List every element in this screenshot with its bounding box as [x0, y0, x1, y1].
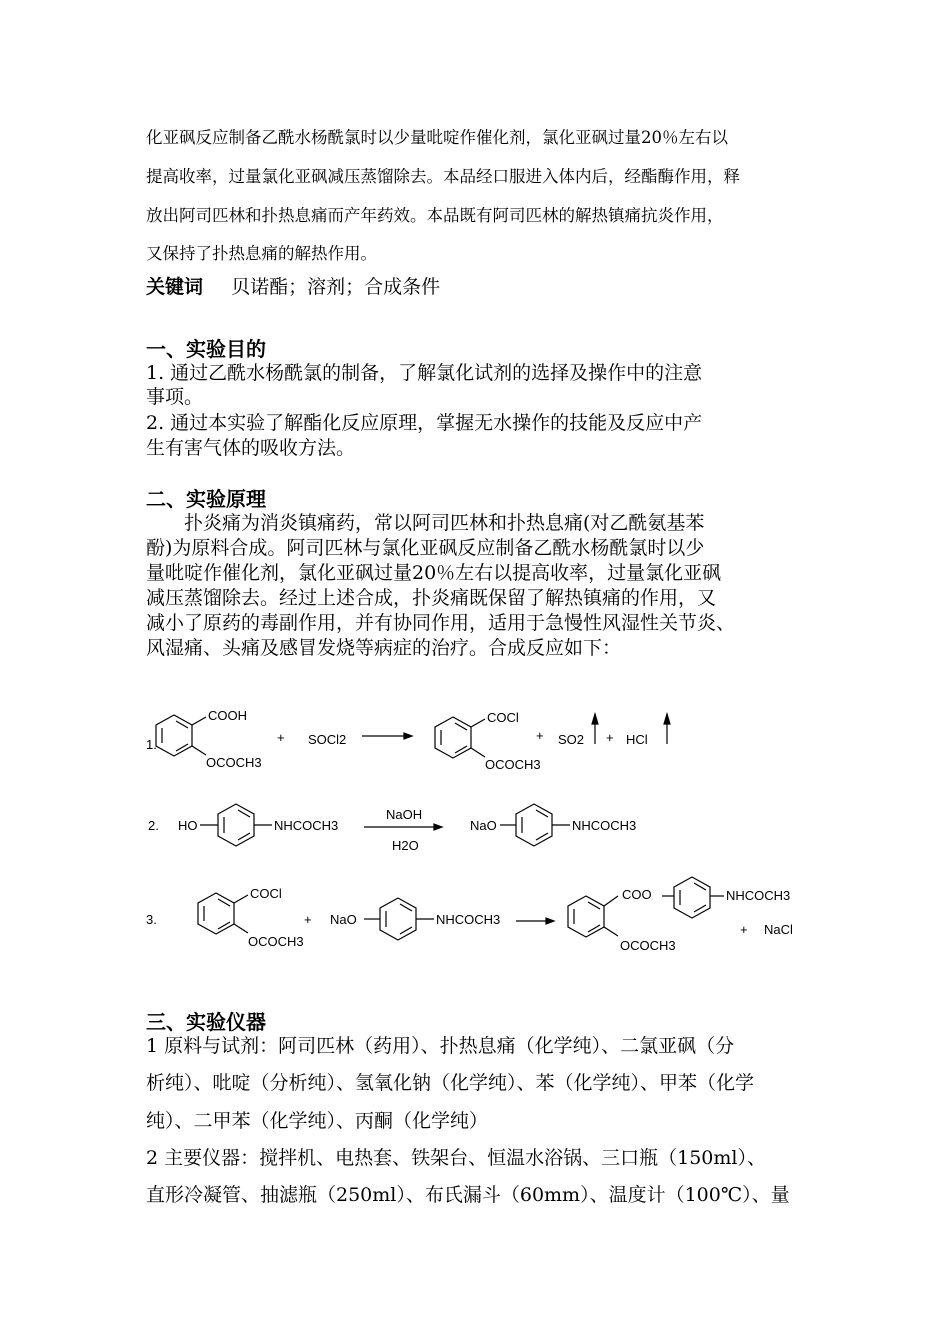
r2-product-left: NaO — [470, 818, 497, 833]
principle-line-3: 量吡啶作催化剂，氯化亚砜过量20％左右以提高收率，过量氯化亚砜 — [146, 562, 722, 584]
r1-plus-2: + — [536, 728, 544, 743]
section-heading-apparatus: 三、实验仪器 — [146, 1010, 266, 1034]
principle-line-4: 减压蒸馏除去。经过上述合成，扑炎痛既保留了解热镇痛的作用，又 — [146, 587, 717, 609]
reaction-1-number: 1. — [146, 737, 157, 752]
section-heading-purpose: 一、实验目的 — [146, 337, 266, 361]
purpose-line-4: 生有害气体的吸收方法。 — [146, 437, 356, 459]
keywords-text: 贝诺酯；溶剂；合成条件 — [231, 276, 441, 298]
r2-reactant-right: NHCOCH3 — [274, 818, 339, 833]
purpose-line-3: 2. 通过本实验了解酯化反应原理，掌握无水操作的技能及反应中产 — [146, 412, 703, 434]
r1-byproduct-1: SO2 — [558, 732, 585, 747]
benzene-ring-paracetamol — [200, 804, 272, 846]
reaction-scheme — [140, 700, 840, 970]
r1-plus-1: + — [277, 730, 285, 745]
purpose-line-2: 事项。 — [146, 386, 204, 408]
purpose-line-1: 1. 通过乙酰水杨酰氯的制备，了解氯化试剂的选择及操作中的注意 — [146, 362, 703, 384]
benzene-ring-aspirin — [156, 715, 206, 756]
principle-line-2: 酚)为原料合成。阿司匹林与氯化亚砜反应制备乙酰水杨酰氯时以少 — [146, 537, 705, 559]
benzene-ring-acyl-chloride-2 — [198, 893, 248, 934]
r1-product-top: COCl — [487, 710, 519, 725]
r2-reactant-left: HO — [178, 818, 198, 833]
r2-product-right: NHCOCH3 — [572, 818, 637, 833]
r3-reactant-top: COCl — [250, 886, 282, 901]
principle-line-6: 风湿痛、头痛及感冒发烧等病症的治疗。合成反应如下： — [146, 637, 622, 659]
keywords-row — [146, 272, 440, 299]
apparatus-line-4: 2 主要仪器：搅拌机、电热套、铁架台、恒温水浴锅、三口瓶（150ml）、 — [146, 1147, 766, 1169]
r3-second-left: NaO — [330, 912, 357, 927]
r1-reactant-top: COOH — [208, 708, 247, 723]
r3-product-right: NHCOCH3 — [726, 888, 791, 903]
reaction-3-number: 3. — [146, 912, 157, 927]
abstract-line-1: 化亚砜反应制备乙酰水杨酰氯时以少量吡啶作催化剂，氯化亚砜过量20％左右以 — [146, 128, 728, 147]
r3-plus-1: + — [304, 912, 312, 927]
principle-line-1: 扑炎痛为消炎镇痛药，常以阿司匹林和扑热息痛(对乙酰氨基苯 — [184, 512, 705, 534]
abstract-line-3: 放出阿司匹林和扑热息痛而产年药效。本品既有阿司匹林的解热镇痛抗炎作用， — [146, 206, 724, 225]
r3-product-top: COO — [622, 887, 652, 902]
r3-byproduct: NaCl — [764, 922, 793, 937]
apparatus-line-3: 纯）、二甲苯（化学纯）、丙酮（化学纯） — [146, 1110, 489, 1132]
apparatus-line-2: 析纯）、吡啶（分析纯）、氢氧化钠（化学纯）、苯（化学纯）、甲苯（化学 — [146, 1072, 755, 1094]
keywords-label: 关键词 — [146, 276, 204, 298]
benzene-ring-acyl-chloride — [435, 717, 485, 758]
benzene-ring-sodium-phenoxide-2 — [364, 898, 434, 940]
r3-plus-2: + — [740, 922, 748, 937]
r1-reagent: SOCl2 — [308, 732, 347, 747]
r2-condition-top: NaOH — [386, 807, 423, 822]
abstract-line-4: 又保持了扑热息痛的解热作用。 — [146, 244, 377, 263]
benzene-ring-benorilate-b — [662, 877, 724, 918]
benzene-ring-benorilate-a — [568, 896, 618, 937]
apparatus-line-1: 1 原料与试剂：阿司匹林（药用）、扑热息痛（化学纯）、二氯亚砜（分 — [146, 1035, 735, 1057]
section-heading-principle: 二、实验原理 — [146, 487, 266, 511]
r3-second-right: NHCOCH3 — [436, 912, 501, 927]
r1-plus-3: + — [606, 730, 614, 745]
benzene-ring-sodium-phenoxide — [500, 804, 570, 846]
principle-line-5: 减小了原药的毒副作用，并有协同作用，适用于急慢性风湿性关节炎、 — [146, 612, 736, 634]
r1-product-bottom: OCOCH3 — [485, 757, 541, 772]
abstract-line-2: 提高收率，过量氯化亚砜减压蒸馏除去。本品经口服进入体内后，经酯酶作用，释 — [146, 167, 740, 186]
r2-condition-bottom: H2O — [392, 838, 419, 853]
r3-product-bottom: OCOCH3 — [620, 938, 676, 953]
r1-byproduct-2: HCl — [626, 732, 648, 747]
r3-reactant-bottom: OCOCH3 — [248, 934, 304, 949]
reaction-2-number: 2. — [148, 818, 159, 833]
apparatus-line-5: 直形冷凝管、抽滤瓶（250ml）、布氏漏斗（60mm）、温度计（100℃）、量 — [146, 1184, 790, 1206]
r1-reactant-bottom: OCOCH3 — [206, 755, 262, 770]
